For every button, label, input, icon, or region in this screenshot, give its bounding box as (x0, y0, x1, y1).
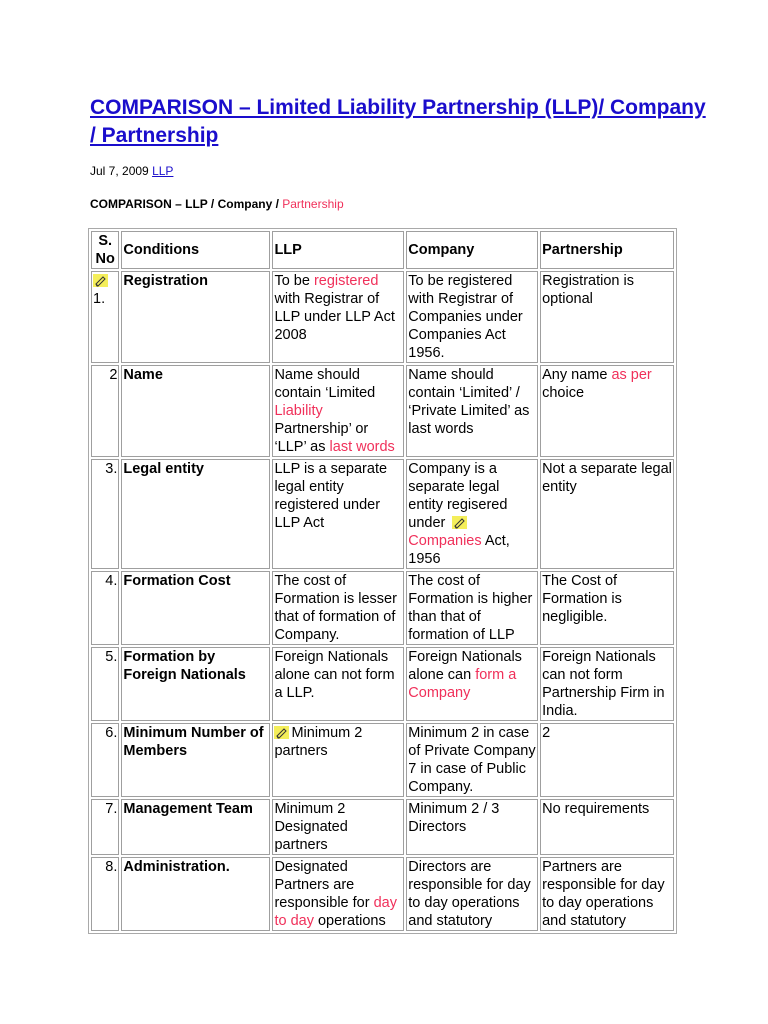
company-cell: Minimum 2 in case of Private Company 7 in case of Public Company. (406, 723, 538, 797)
row-number: 1. (93, 291, 106, 307)
post-date: Jul 7, 2009 (90, 164, 149, 178)
pencil-icon (274, 726, 289, 739)
pencil-icon (93, 274, 108, 287)
partnership-cell: Registration is optional (540, 271, 674, 363)
partnership-cell: The Cost of Formation is negligible. (540, 571, 674, 645)
condition-cell: Formation by Foreign Nationals (121, 647, 270, 721)
row-sno (91, 271, 119, 363)
highlight-link[interactable]: form a Company (408, 667, 517, 701)
llp-cell: To be registered with Registrar of LLP under LLP Act 2008 (272, 271, 404, 363)
comparison-subheading (90, 197, 344, 211)
table-row (91, 365, 674, 457)
header-partnership: Partnership (540, 231, 674, 269)
header-sno: S. No (91, 231, 119, 269)
table-row (91, 857, 674, 931)
highlight-link[interactable]: day to day (274, 895, 397, 929)
partnership-cell: Any name as per choice (540, 365, 674, 457)
highlight-link[interactable]: Liability (274, 403, 323, 419)
table-row (91, 459, 674, 569)
header-llp: LLP (272, 231, 404, 269)
partnership-cell: No requirements (540, 799, 674, 855)
table-row (91, 723, 674, 797)
company-cell: Name should contain ‘Limited’ / ‘Private Limited’ as last words (406, 365, 538, 457)
post-meta (90, 164, 173, 178)
company-cell: Foreign Nationals alone can form a Company (406, 647, 538, 721)
comparison-table (88, 228, 677, 934)
llp-cell: LLP is a separate legal entity registered under LLP Act (272, 459, 404, 569)
condition-cell: Registration (121, 271, 270, 363)
table-row (91, 571, 674, 645)
company-cell: Directors are responsible for day to day operations and statutory (406, 857, 538, 931)
highlight-link[interactable]: registered (313, 273, 379, 289)
table-row (91, 647, 674, 721)
partnership-cell: Foreign Nationals can not form Partnership Firm in India. (540, 647, 674, 721)
condition-cell: Legal entity (121, 459, 270, 569)
company-cell: The cost of Formation is higher than that of formation of LLP (406, 571, 538, 645)
category-link[interactable]: LLP (152, 164, 174, 178)
row-sno: 8. (91, 857, 119, 931)
condition-cell: Administration. (121, 857, 270, 931)
row-sno: 7. (91, 799, 119, 855)
highlight-link[interactable]: last words (329, 439, 395, 455)
table-header-row (91, 231, 674, 269)
subheading-highlight[interactable]: Partnership (282, 197, 344, 211)
page-title[interactable]: COMPARISON – Limited Liability Partnership (LLP)/ Company / Partnership (90, 96, 706, 147)
row-sno: 2 (91, 365, 119, 457)
llp-cell: Minimum 2 Designated partners (272, 799, 404, 855)
partnership-cell: 2 (540, 723, 674, 797)
header-conditions: Conditions (121, 231, 270, 269)
subheading-prefix: COMPARISON – LLP / Company / (90, 197, 283, 211)
partnership-cell: Partners are responsible for day to day operations and statutory (540, 857, 674, 931)
condition-cell: Minimum Number of Members (121, 723, 270, 797)
llp-cell: Name should contain ‘Limited Liability Partnership’ or ‘LLP’ as last words (272, 365, 404, 457)
highlight-link[interactable]: as per (611, 367, 652, 383)
row-sno: 5. (91, 647, 119, 721)
condition-cell: Formation Cost (121, 571, 270, 645)
header-company: Company (406, 231, 538, 269)
llp-cell: The cost of Formation is lesser that of formation of Company. (272, 571, 404, 645)
table-row (91, 799, 674, 855)
llp-cell: Minimum 2 partners (272, 723, 404, 797)
condition-cell: Name (121, 365, 270, 457)
highlight-link[interactable]: Companies (408, 533, 482, 549)
company-cell: To be registered with Registrar of Companies under Companies Act 1956. (406, 271, 538, 363)
partnership-cell: Not a separate legal entity (540, 459, 674, 569)
llp-cell: Designated Partners are responsible for day to day operations (272, 857, 404, 931)
pencil-icon (452, 516, 467, 529)
condition-cell: Management Team (121, 799, 270, 855)
row-sno: 4. (91, 571, 119, 645)
llp-cell: Foreign Nationals alone can not form a LLP. (272, 647, 404, 721)
company-cell: Company is a separate legal entity regisered under Companies Act, 1956 (406, 459, 538, 569)
row-sno: 6. (91, 723, 119, 797)
table-row (91, 271, 674, 363)
row-sno: 3. (91, 459, 119, 569)
company-cell: Minimum 2 / 3 Directors (406, 799, 538, 855)
